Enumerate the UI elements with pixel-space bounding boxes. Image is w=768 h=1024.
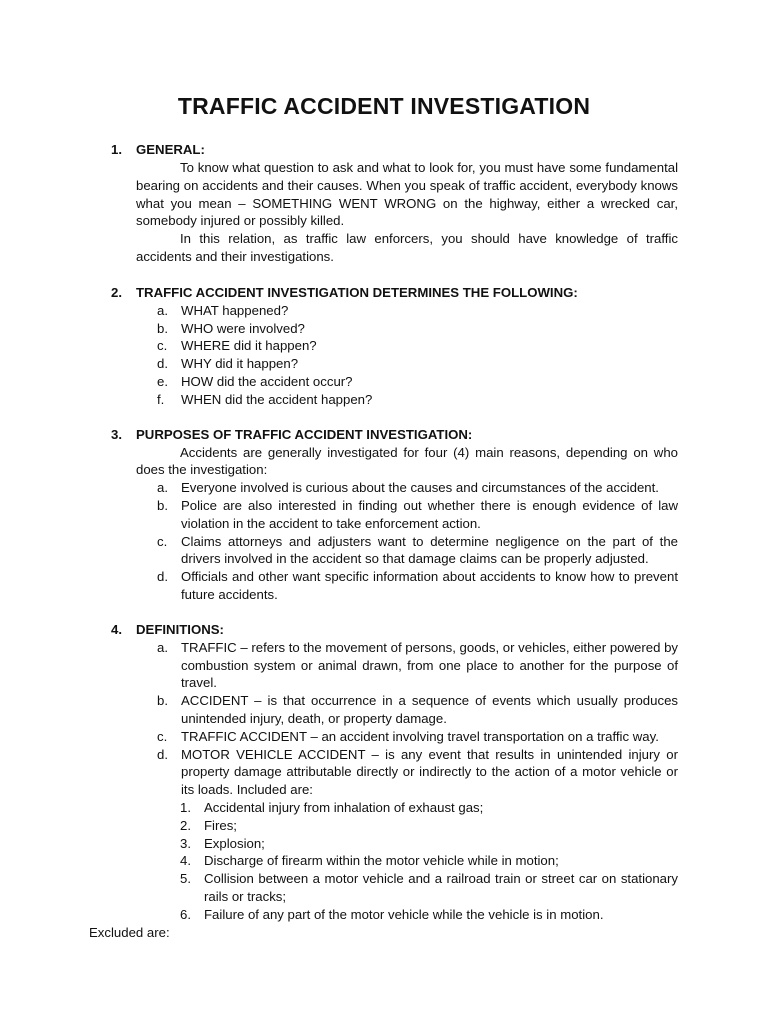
section-title: DEFINITIONS: (136, 621, 224, 637)
paragraph: Accidents are generally investigated for four (4) main reasons, depending on who does the investigation: (136, 444, 678, 478)
section-heading (0, 284, 768, 302)
list-item (157, 391, 678, 409)
section-number: 1. (111, 142, 122, 157)
section-number: 3. (111, 426, 122, 442)
list-marker: 4. (180, 853, 191, 869)
section-heading (0, 621, 768, 639)
section-determines (0, 284, 768, 409)
list-item (180, 835, 678, 853)
list-item (157, 320, 678, 338)
list-item (157, 692, 678, 728)
list-marker: d. (157, 569, 168, 585)
list-marker: 2. (180, 817, 191, 833)
list-item-text: Officials and other want specific information about accidents to know how to prevent future accidents. (181, 569, 678, 602)
list-marker: 1. (180, 799, 191, 815)
list-item (180, 906, 678, 924)
list-item (157, 728, 678, 746)
list-marker: d. (157, 356, 168, 372)
list-item-text: Everyone involved is curious about the causes and circumstances of the accident. (181, 480, 659, 496)
list-item (157, 533, 678, 569)
list-item (157, 479, 678, 497)
list-marker: 3. (180, 835, 191, 851)
section-title: PURPOSES OF TRAFFIC ACCIDENT INVESTIGATION: (136, 426, 473, 442)
section-title: TRAFFIC ACCIDENT INVESTIGATION DETERMINES THE FOLLOWING: (136, 284, 578, 300)
section-heading (0, 426, 768, 444)
list-item-text: WHY did it happen? (181, 356, 299, 372)
section-number: 2. (111, 284, 122, 300)
list-marker: d. (157, 746, 168, 762)
section-definitions (0, 621, 768, 924)
list-item (157, 746, 678, 799)
list-marker: a. (157, 302, 168, 318)
list-item-text: Accidental injury from inhalation of exhaust gas; (204, 799, 484, 815)
section-title: GENERAL: (136, 142, 205, 157)
list-marker: f. (157, 391, 165, 407)
document-title: TRAFFIC ACCIDENT INVESTIGATION (177, 93, 591, 119)
list-item (157, 302, 678, 320)
section-heading (0, 141, 768, 159)
list-item (180, 817, 678, 835)
list-item (157, 568, 678, 604)
list-item (157, 337, 678, 355)
list-item-text: Fires; (204, 817, 237, 833)
list-item-text: Failure of any part of the motor vehicle while the vehicle is in motion. (204, 906, 604, 922)
list-item-text: WHO were involved? (181, 320, 305, 336)
list-marker: a. (157, 639, 168, 655)
list-marker: c. (157, 728, 168, 744)
list-item-text: MOTOR VEHICLE ACCIDENT – is any event that results in unintended injury or property damage attributable directly or indirectly to the action of a motor vehicle or its loads. Included are: (181, 746, 678, 798)
list-marker: a. (157, 480, 168, 496)
list-item (180, 852, 678, 870)
list-item (157, 355, 678, 373)
list-item-text: TRAFFIC – refers to the movement of persons, goods, or vehicles, either powered by combustion system or animal drawn, from one place to another for the purpose of travel. (181, 639, 678, 691)
excluded-label: Excluded are: (89, 925, 170, 941)
list-item-text: Claims attorneys and adjusters want to determine negligence on the part of the drivers involved in the accident so that damage claims can be properly adjusted. (181, 533, 678, 567)
list-item-text: Collision between a motor vehicle and a railroad train or street car on stationary rails or tracks; (204, 871, 678, 904)
list-marker: b. (157, 320, 168, 336)
list-item (180, 870, 678, 906)
included-list (0, 799, 768, 924)
list-item-text: Discharge of firearm within the motor vehicle while in motion; (204, 853, 559, 869)
list-marker: b. (157, 497, 168, 513)
list-marker: 6. (180, 906, 191, 922)
list-item-text: WHEN did the accident happen? (181, 391, 373, 407)
list-marker: c. (157, 338, 168, 354)
list-item (157, 373, 678, 391)
paragraph: In this relation, as traffic law enforcers, you should have knowledge of traffic accidents and their investigations. (136, 231, 678, 264)
list-item-text: HOW did the accident occur? (181, 373, 353, 389)
list-item (157, 639, 678, 692)
determines-list (0, 302, 768, 409)
section-general (0, 141, 768, 266)
paragraph: To know what question to ask and what to look for, you must have some fundamental bearing on accidents and their causes. When you speak of traffic accident, everybody knows what you mean – SOMETHING WENT WRONG on the highway, either a wrecked car, somebody injured or possibly killed. (136, 160, 678, 229)
list-item-text: Explosion; (204, 835, 265, 851)
list-marker: c. (157, 533, 168, 549)
list-item-text: WHERE did it happen? (181, 338, 317, 354)
section-number: 4. (111, 621, 122, 637)
purposes-list (0, 479, 768, 604)
list-item (157, 497, 678, 533)
document-body (0, 141, 768, 942)
list-item-text: TRAFFIC ACCIDENT – an accident involving travel transportation on a traffic way. (181, 728, 659, 744)
list-marker: 5. (180, 871, 191, 887)
section-purposes (0, 426, 768, 604)
definitions-list (0, 639, 768, 799)
list-marker: e. (157, 373, 168, 389)
list-item-text: WHAT happened? (181, 302, 289, 318)
list-marker: b. (157, 693, 168, 709)
list-item (180, 799, 678, 817)
list-item-text: Police are also interested in finding out whether there is enough evidence of law violation in the accident to take enforcement action. (181, 497, 678, 531)
list-item-text: ACCIDENT – is that occurrence in a sequence of events which usually produces unintended injury, death, or property damage. (181, 693, 678, 726)
